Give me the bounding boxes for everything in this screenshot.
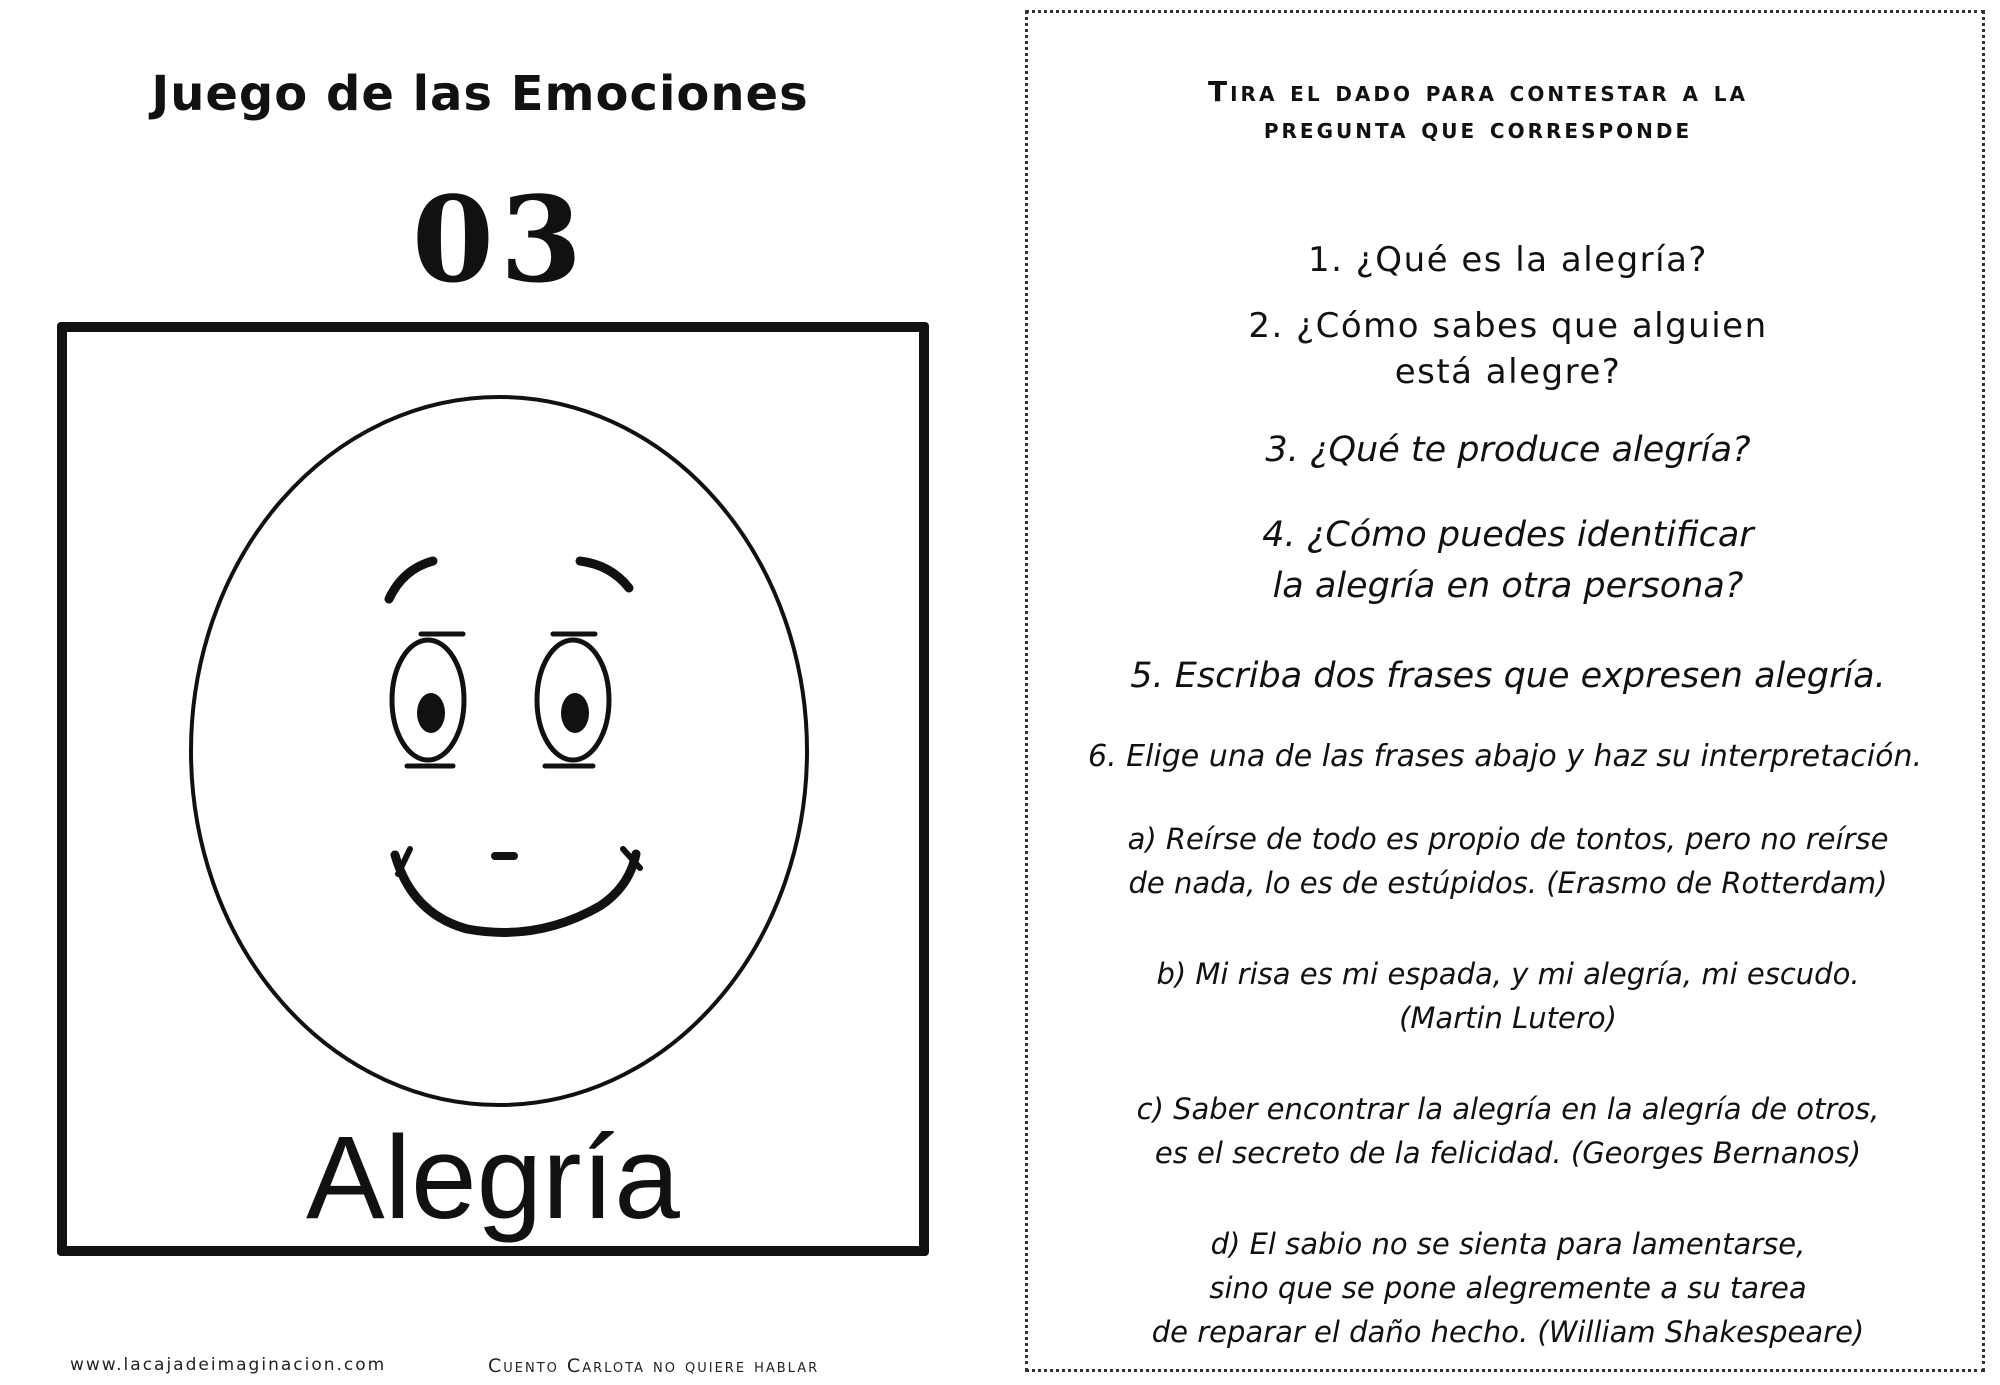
quote-b-line-1: b) Mi risa es mi espada, y mi alegría, mi escudo. [1156,957,1860,991]
instructions [1148,73,1808,147]
right-pupil [561,693,589,733]
footer-website: www.lacajadeimaginacion.com [70,1355,387,1375]
question-2-line-1: 2. ¿Cómo sabes que alguien [1248,306,1768,346]
question-6 [1028,735,1982,779]
instructions-line-1: Tira el dado para contestar a la [1208,75,1748,108]
quote-d-line-3: de reparar el daño hecho. (William Shakespeare) [1151,1315,1865,1349]
quote-a-line-1: a) Reírse de todo es propio de tontos, pero no reírse [1127,822,1889,856]
quote-d [1068,1222,1948,1354]
question-1 [1108,237,1908,283]
right-eyebrow [580,561,629,588]
question-5-line-1: 5. Escriba dos frases que expresen alegría. [1130,656,1886,696]
question-3 [1088,425,1928,476]
card-number: 03 [411,170,589,309]
face-outline [191,397,807,1105]
instructions-line-2: pregunta que corresponde [1263,112,1693,145]
emotion-card [57,322,929,1256]
quote-c [1068,1087,1948,1175]
game-title: Juego de las Emociones [151,66,809,122]
question-1-line-1: 1. ¿Qué es la alegría? [1308,240,1708,280]
question-3-line-1: 3. ¿Qué te produce alegría? [1265,430,1751,470]
quote-b-line-2: (Martin Lutero) [1399,1001,1617,1035]
quote-b [1068,952,1948,1040]
question-5 [1038,651,1978,702]
quote-c-line-1: c) Saber encontrar la alegría en la alegría de otros, [1136,1092,1880,1126]
questions-panel [1025,10,1985,1372]
smiley-face-icon [67,332,919,1246]
quote-a-line-2: de nada, lo es de estúpidos. (Erasmo de Rotterdam) [1128,866,1888,900]
question-4-line-2: la alegría en otra persona? [1272,566,1744,606]
quote-a [1068,817,1948,905]
quote-d-line-1: d) El sabio no se sienta para lamentarse, [1210,1227,1806,1261]
question-4-line-1: 4. ¿Cómo puedes identificar [1262,515,1754,555]
quote-d-line-2: sino que se pone alegremente a su tarea [1209,1271,1807,1305]
emotion-label: Alegría [306,1112,680,1244]
question-6-line-1: 6. Elige una de las frases abajo y haz su interpretación. [1087,739,1923,774]
question-4 [1088,510,1928,612]
smile [395,854,636,932]
left-eyebrow [389,561,433,599]
question-2-line-2: está alegre? [1394,352,1622,392]
footer-story-title: Cuento Carlota no quiere hablar [488,1355,820,1377]
left-pupil [417,693,445,733]
question-2 [1108,303,1908,395]
quote-c-line-2: es el secreto de la felicidad. (Georges Bernanos) [1154,1136,1862,1170]
